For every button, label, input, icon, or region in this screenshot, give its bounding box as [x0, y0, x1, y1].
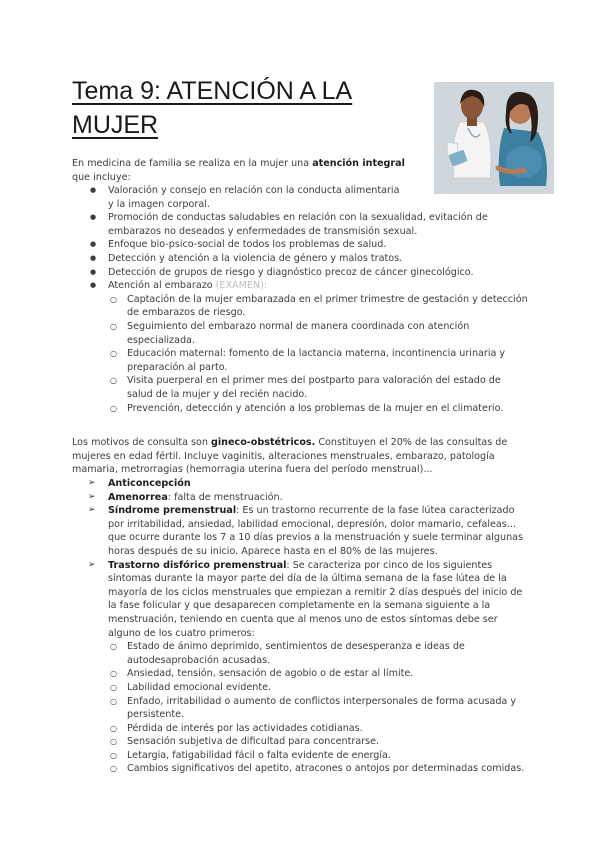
exam-tag: (EXAMEN):: [215, 280, 268, 292]
list-item: ○ Enfado, irritabilidad o aumento de conflictos interpersonales de forma acusada y persistente.: [108, 695, 528, 722]
pmdd-symptoms-list: [108, 640, 528, 776]
intro-pre: En medicina de familia se realiza en la mujer una: [72, 158, 313, 169]
topic-bold: Trastorno disfórico premenstrual: [108, 559, 287, 571]
topics-list: [88, 477, 528, 776]
consults-bold: gineco-obstétricos.: [211, 437, 316, 448]
consults-paragraph: [72, 436, 532, 477]
consults-pre: Los motivos de consulta son: [72, 437, 212, 448]
list-item: ● Enfoque bio-psico-social de todos los problemas de salud.: [88, 238, 528, 252]
list-item: ○ Cambios significativos del apetito, atracones o antojos por determinadas comidas.: [108, 762, 528, 776]
list-item: ○ Prevención, detección y atención a los problemas de la mujer en el climaterio.: [108, 402, 528, 416]
list-item: ○ Sensación subjetiva de dificultad para concentrarse.: [108, 735, 528, 749]
doctor-patient-illustration-icon: [434, 82, 554, 194]
topic-amenorrhea: [88, 491, 528, 505]
list-item: ○ Ansiedad, tensión, sensación de agobio o de estar al límite.: [108, 667, 528, 681]
page-title: Tema 9: ATENCIÓN A LA MUJER: [72, 77, 353, 139]
list-item: ○ Estado de ánimo deprimido, sentimientos de desesperanza e ideas de autodesaprobación acusadas.: [108, 640, 528, 667]
topic-text: : Se caracteriza por cinco de los siguientes síntomas durante la mayor parte del día de la última semana de la fase lútea de la mayoría de los ciclos menstruales que empiezan a remitir 2 días después del inicio de la fase folicular y que desaparecen completamente en la semana siguiente a la menstruación, teniendo en cuenta que al menos uno de estos síntomas debe ser alguno de los cuatro primeros:: [108, 559, 523, 639]
topic-pms: [88, 504, 528, 558]
topic-bold: Amenorrea: [108, 491, 168, 503]
topic-bold: Anticoncepción: [108, 478, 191, 489]
list-item: ○ Educación maternal: fomento de la lactancia materna, incontinencia urinaria y preparación al parto.: [108, 347, 528, 374]
list-item: ○ Visita puerperal en el primer mes del postparto para valoración del estado de salud de la mujer y del recién nacido.: [108, 374, 528, 401]
pregnancy-sublist: [108, 293, 528, 415]
list-item: ● Promoción de conductas saludables en relación con la sexualidad, evitación de embarazos no deseados y enfermedades de transmisión sexual.: [88, 211, 528, 238]
intro-bold: atención integral: [312, 158, 405, 169]
pregnancy-label: Atención al embarazo: [108, 280, 216, 292]
list-item: ● Valoración y consejo en relación con la conducta alimentaria y la imagen corporal.: [88, 184, 408, 211]
topic-bold: Síndrome premenstrual: [108, 505, 237, 517]
topic-text: : Es un trastorno recurrente de la fase lútea caracterizado por irritabilidad, ansiedad, labilidad emocional, depresión, dolor mamario, cefaleas... que ocurre durante los 7 a 10 días previos a la menstruación y suele terminar algunas horas después de su inicio. Aparece hasta en el 80% de las mujeres.: [108, 505, 524, 557]
list-item: ○ Seguimiento del embarazo normal de manera coordinada con atención especializada.: [108, 320, 528, 347]
services-list: [88, 184, 528, 415]
list-item: ○ Letargia, fatigabilidad fácil o falta evidente de energía.: [108, 749, 528, 763]
list-item: ● Detección de grupos de riesgo y diagnóstico precoz de cáncer ginecológico.: [88, 266, 528, 280]
list-item: ○ Captación de la mujer embarazada en el primer trimestre de gestación y detección de embarazos de riesgo.: [108, 293, 528, 320]
topic-text: : falta de menstruación.: [167, 491, 283, 503]
pregnancy-item: [88, 279, 528, 415]
intro-post: que incluye:: [72, 171, 131, 183]
intro-paragraph: [72, 157, 412, 184]
list-item: ○ Pérdida de interés por las actividades cotidianas.: [108, 722, 528, 736]
topic-contraception: [88, 477, 528, 491]
list-item: ○ Labilidad emocional evidente.: [108, 681, 528, 695]
consults-post: Constituyen el 20% de las consultas de mujeres en edad fértil. Incluye vaginitis, alteraciones menstruales, embarazo, patología mamaria, metrorragias (hemorragia uterina fuera del período menstrual)...: [72, 437, 508, 476]
list-item: ● Detección y atención a la violencia de género y malos tratos.: [88, 252, 528, 266]
topic-pmdd: [88, 559, 528, 777]
